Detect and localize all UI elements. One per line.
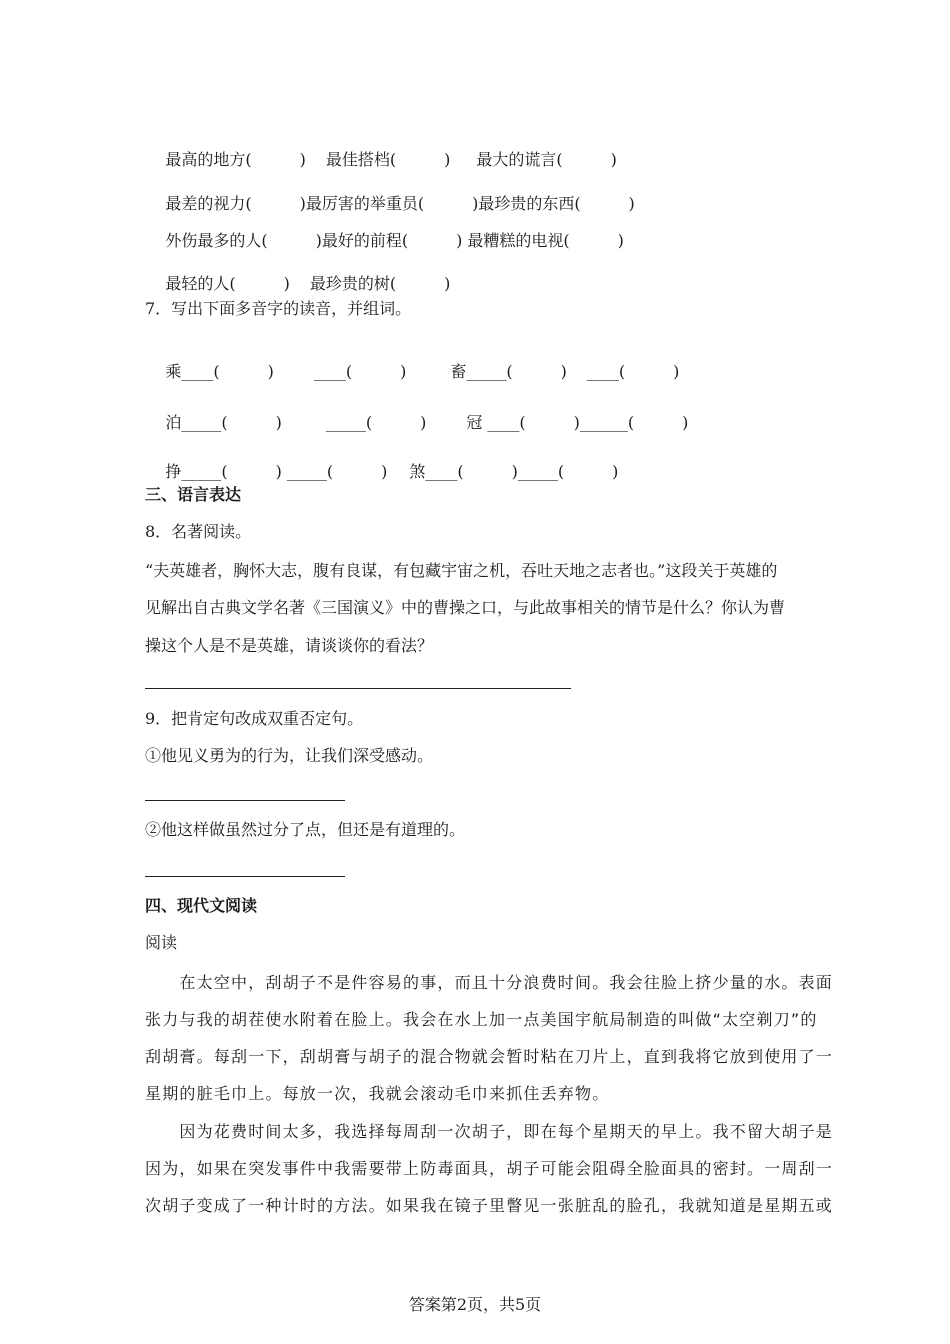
page-footer: 答案第2页，共5页: [408, 1295, 542, 1314]
superlative-item: 最轻的人( ): [165, 274, 290, 293]
reading-text-line: 因为，如果在突发事件中我需要带上防毒面具，胡子可能会阻碍全脸面具的密封。一周刮一: [145, 1159, 834, 1178]
polyphone-blank: 冠 ____( )______( ): [466, 413, 689, 432]
polyphone-blank: ____( ): [586, 362, 680, 381]
answer-line: [145, 876, 345, 877]
polyphone-blank: 泊_____( ): [165, 413, 282, 432]
polyphone-blank: 挣_____( ) _____( ): [165, 462, 388, 481]
reading-text-line: 张力与我的胡茬使水附着在脸上。我会在水上加一点美国宇航局制造的叫做“太空剃刀”的: [145, 1010, 818, 1029]
polyphone-blank: 煞____( )_____( ): [409, 462, 619, 481]
question-7-title: 7．写出下面多音字的读音，并组词。: [145, 299, 412, 318]
superlative-item: 外伤最多的人( )最好的前程( ) 最糟糕的电视( ): [165, 231, 624, 250]
superlative-item: 最高的地方( ): [165, 150, 306, 169]
reading-text-line: 因为花费时间太多，我选择每周刮一次胡子，即在每个星期天的早上。我不留大胡子是: [145, 1122, 834, 1141]
question-8-text-line: 见解出自古典文学名著《三国演义》中的曹操之口，与此故事相关的情节是什么？你认为曹: [145, 598, 786, 617]
question-9-title: 9．把肯定句改成双重否定句。: [145, 709, 364, 728]
reading-text-line: 星期的脏毛巾上。每放一次，我就会滚动毛巾来抓住丢弃物。: [145, 1084, 610, 1103]
answer-line: [145, 688, 571, 689]
polyphone-blank: 畜_____( ): [450, 362, 567, 381]
superlative-item: 最珍贵的树( ): [309, 274, 451, 293]
superlative-item: 最差的视力( )最厉害的举重员( )最珍贵的东西( ): [165, 194, 635, 213]
question-9-item-2: ②他这样做虽然过分了点，但还是有道理的。: [145, 820, 466, 839]
superlative-item: 最佳搭档( ): [325, 150, 451, 169]
reading-text-line: 在太空中，刮胡子不是件容易的事，而且十分浪费时间。我会往脸上挤少量的水。表面: [145, 973, 834, 992]
question-9-item-1: ①他见义勇为的行为，让我们深受感动。: [145, 746, 434, 765]
reading-text-line: 刮胡膏。每刮一下，刮胡膏与胡子的混合物就会暂时粘在刀片上，直到我将它放到使用了一: [145, 1047, 834, 1066]
superlative-item: 最大的谎言( ): [476, 150, 617, 169]
polyphone-blank: _____( ): [325, 413, 427, 432]
question-8-title: 8．名著阅读。: [145, 522, 252, 541]
reading-text-line: 次胡子变成了一种计时的方法。如果我在镜子里瞥见一张脏乱的脸孔，我就知道是星期五或: [145, 1196, 834, 1215]
section-3-heading: 三、语言表达: [145, 485, 242, 504]
reading-label: 阅读: [145, 933, 178, 952]
polyphone-blank: ____( ): [313, 362, 407, 381]
polyphone-blank: 乘____( ): [165, 362, 274, 381]
question-8-text-line: “夫英雄者，胸怀大志，腹有良谋，有包藏宇宙之机，吞吐天地之志者也。”这段关于英雄的: [145, 561, 778, 580]
section-4-heading: 四、现代文阅读: [145, 896, 258, 915]
question-8-text-line: 操这个人是不是英雄，请谈谈你的看法？: [145, 636, 434, 655]
answer-line: [145, 800, 345, 801]
